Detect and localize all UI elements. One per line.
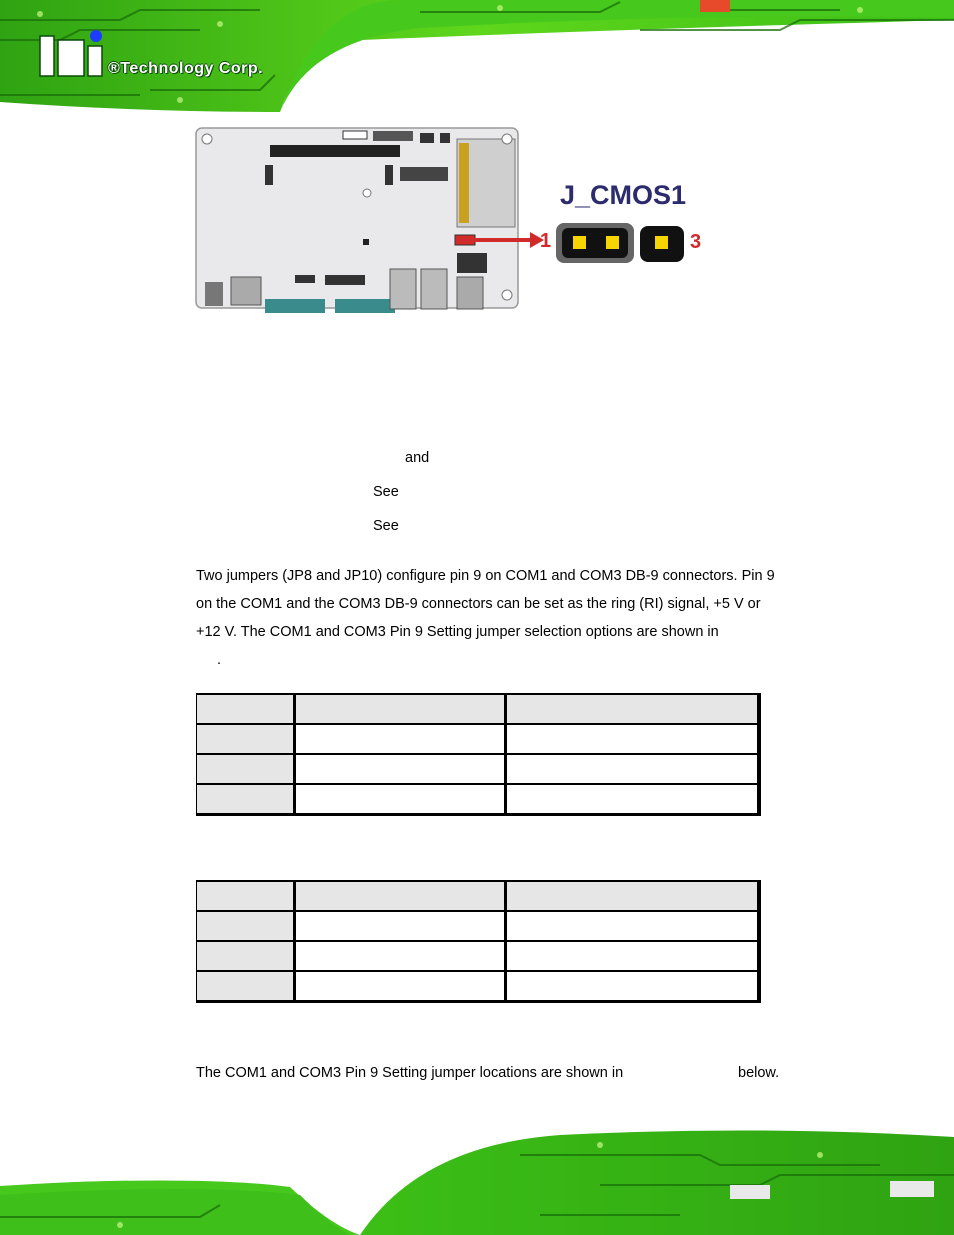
pin-2 — [606, 236, 619, 249]
jumper-settings-table-1 — [196, 693, 761, 816]
table-cell — [196, 754, 295, 784]
jumper-label: J_CMOS1 — [560, 180, 687, 210]
table-cell — [196, 971, 295, 1001]
table-cell — [196, 693, 295, 724]
table-cell — [506, 941, 759, 971]
table-cell — [295, 911, 506, 941]
jumper-settings-table-2 — [196, 880, 761, 1003]
jumper-callout — [450, 220, 710, 270]
closing-text: The COM1 and COM3 Pin 9 Setting jumper locations are shown in — [196, 1065, 624, 1081]
company-name: ®Technology Corp. — [108, 60, 264, 77]
table-row — [196, 941, 759, 971]
table-cell — [295, 693, 506, 724]
paragraph-line: +12 V. The COM1 and COM3 Pin 9 Setting jumper selection options are shown in — [196, 624, 719, 640]
table-cell — [506, 754, 759, 784]
table-row — [196, 754, 759, 784]
table-cell — [506, 784, 759, 814]
table-row — [196, 784, 759, 814]
table-row — [196, 724, 759, 754]
table-cell — [295, 971, 506, 1001]
table-row — [196, 911, 759, 941]
paragraph-line: on the COM1 and the COM3 DB-9 connectors can be set as the ring (RI) signal, +5 V or — [196, 596, 761, 612]
paragraph-line: Two jumpers (JP8 and JP10) configure pin 9 on COM1 and COM3 DB-9 connectors. Pin 9 — [196, 568, 775, 584]
header-pcb-graphic — [0, 0, 954, 112]
pin-1 — [573, 236, 586, 249]
footer-pcb-graphic — [0, 1125, 954, 1235]
table-cell — [506, 724, 759, 754]
table-header-row — [196, 880, 759, 911]
pin-1-label: 1 — [540, 230, 552, 252]
table-cell — [506, 911, 759, 941]
pin-3 — [655, 236, 668, 249]
footer-banner — [0, 1125, 954, 1235]
table-cell — [196, 911, 295, 941]
header-banner — [0, 0, 954, 112]
table-cell — [295, 941, 506, 971]
table-header-row — [196, 693, 759, 724]
table-cell — [196, 880, 295, 911]
text-fragment-see-2: See — [373, 518, 399, 534]
paragraph-line: . — [217, 652, 222, 668]
table-row — [196, 971, 759, 1001]
table-cell — [295, 724, 506, 754]
table-cell — [295, 784, 506, 814]
table-cell — [295, 880, 506, 911]
table-cell — [196, 724, 295, 754]
body-paragraph — [196, 562, 820, 674]
text-fragment-see-1: See — [373, 484, 399, 500]
text-fragment-and: and — [405, 450, 430, 466]
closing-text-right: below. — [738, 1065, 780, 1081]
table-cell — [196, 941, 295, 971]
pin-3-label: 3 — [690, 231, 702, 253]
table-cell — [506, 693, 759, 724]
table-cell — [295, 754, 506, 784]
table-cell — [506, 880, 759, 911]
table-cell — [506, 971, 759, 1001]
table-cell — [196, 784, 295, 814]
